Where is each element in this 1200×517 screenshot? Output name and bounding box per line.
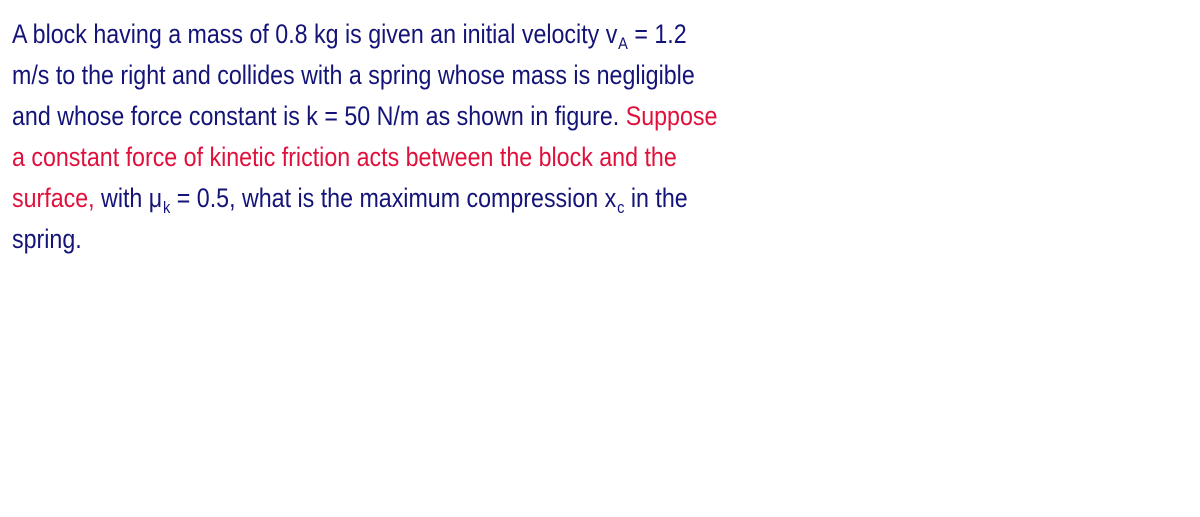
problem-line-2: m/s to the right and collides with a spring whose mass is negligible [12,60,695,90]
problem-line-6: spring. [12,224,82,254]
problem-line-3 [12,96,726,137]
line-5-text-middle: = 0.5, what is the maximum compression x [170,183,617,213]
problem-line-1 [12,14,726,55]
line-3-highlight: Suppose [625,101,718,131]
problem-line-5 [12,178,726,219]
velocity-subscript: A [618,34,628,53]
compression-subscript: c [617,198,625,217]
line-1-value: = 1.2 [627,19,687,49]
line-5-highlight: surface, [12,183,102,213]
line-5-text-start: with μ [101,183,163,213]
friction-subscript: k [163,198,171,217]
line-1-text: A block having a mass of 0.8 kg is given an initial velocity v [12,19,618,49]
problem-line-4: a constant force of kinetic friction acts between the block and the [12,142,677,172]
line-3-text: and whose force constant is k = 50 N/m as shown in figure. [12,101,626,131]
problem-statement [12,14,726,260]
line-5-text-end: in the [624,183,688,213]
